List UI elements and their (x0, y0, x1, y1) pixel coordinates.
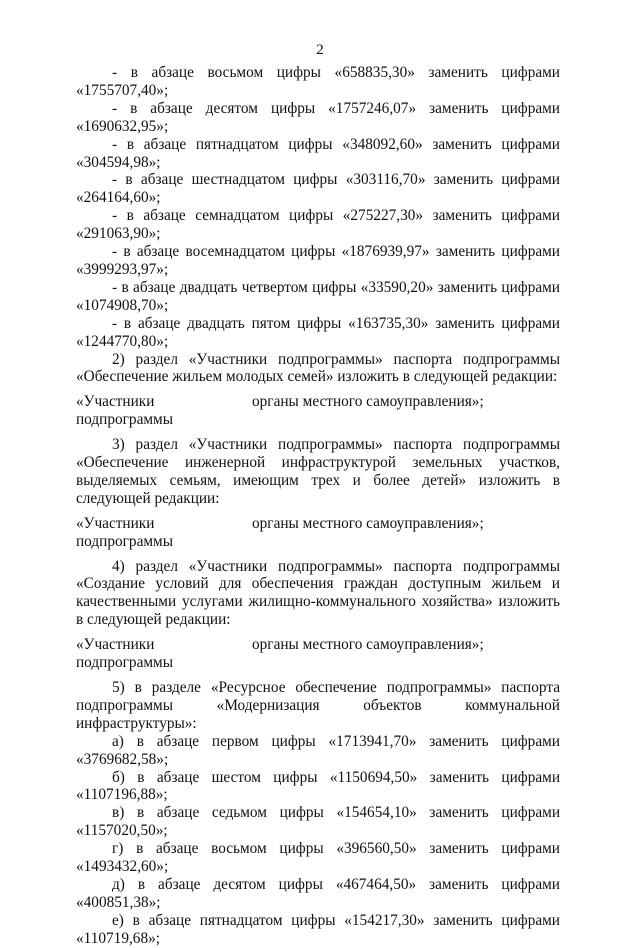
participants-label: «Участники подпрограммы (76, 636, 174, 672)
section-5-paragraph: 5) в разделе «Ресурсное обеспечение подпрограммы» паспорта подпрограммы «Модернизация объектов коммунальной инфраструктуры»: (76, 679, 560, 732)
amendment-item: - в абзаце семнадцатом цифры «275227,30» заменить цифрами «291063,90»; (76, 207, 560, 243)
participants-label: «Участники подпрограммы (76, 514, 174, 550)
amendment-item: - в абзаце двадцать пятом цифры «163735,30» заменить цифрами «1244770,80»; (76, 314, 560, 350)
amendment-item: - в абзаце двадцать четвертом цифры «33590,20» заменить цифрами «1074908,70»; (76, 278, 560, 314)
participants-label: «Участники подпрограммы (76, 393, 174, 429)
amendment-item: в) в абзаце седьмом цифры «154654,10» заменить цифрами «1157020,50»; (76, 804, 560, 840)
section-3-paragraph: 3) раздел «Участники подпрограммы» паспорта подпрограммы «Обеспечение инженерной инфраструктурой земельных участков, выделяемых семьям, имеющим трех и более детей» изложить в следующей редакции: (76, 436, 560, 507)
participants-row (76, 393, 560, 429)
section-4-paragraph: 4) раздел «Участники подпрограммы» паспорта подпрограммы «Создание условий для обеспечения граждан доступным жильем и качественными услугами жилищно-коммунального хозяйства» изложить в следующей редакции: (76, 557, 560, 629)
participants-value: органы местного самоуправления»; (252, 514, 484, 532)
amendment-item: г) в абзаце восьмом цифры «396560,50» заменить цифрами «1493432,60»; (76, 840, 560, 876)
amendment-item: - в абзаце шестнадцатом цифры «303116,70» заменить цифрами «264164,60»; (76, 171, 560, 207)
amendment-item: е) в абзаце пятнадцатом цифры «154217,30» заменить цифрами «110719,68»; (76, 911, 560, 947)
participants-row (76, 515, 560, 551)
amendment-item: а) в абзаце первом цифры «1713941,70» заменить цифрами «3769682,58»; (76, 732, 560, 768)
participants-value: органы местного самоуправления»; (252, 636, 484, 654)
amendment-item: - в абзаце десятом цифры «1757246,07» заменить цифрами «1690632,95»; (76, 99, 560, 135)
participants-value: органы местного самоуправления»; (252, 393, 484, 411)
section-2-paragraph: 2) раздел «Участники подпрограммы» паспорта подпрограммы «Обеспечение жильем молодых семей» изложить в следующей редакции: (76, 350, 560, 386)
amendment-item: д) в абзаце десятом цифры «467464,50» заменить цифрами «400851,38»; (76, 875, 560, 911)
amendment-item: б) в абзаце шестом цифры «1150694,50» заменить цифрами «1107196,88»; (76, 768, 560, 804)
amendment-item: - в абзаце пятнадцатом цифры «348092,60» заменить цифрами «304594,98»; (76, 135, 560, 171)
page-number: 2 (316, 42, 324, 58)
participants-row (76, 636, 560, 672)
document-body (76, 64, 560, 948)
amendment-item: - в абзаце восемнадцатом цифры «1876939,97» заменить цифрами «3999293,97»; (76, 243, 560, 278)
amendment-item: - в абзаце восьмом цифры «658835,30» заменить цифрами «1755707,40»; (76, 64, 560, 99)
